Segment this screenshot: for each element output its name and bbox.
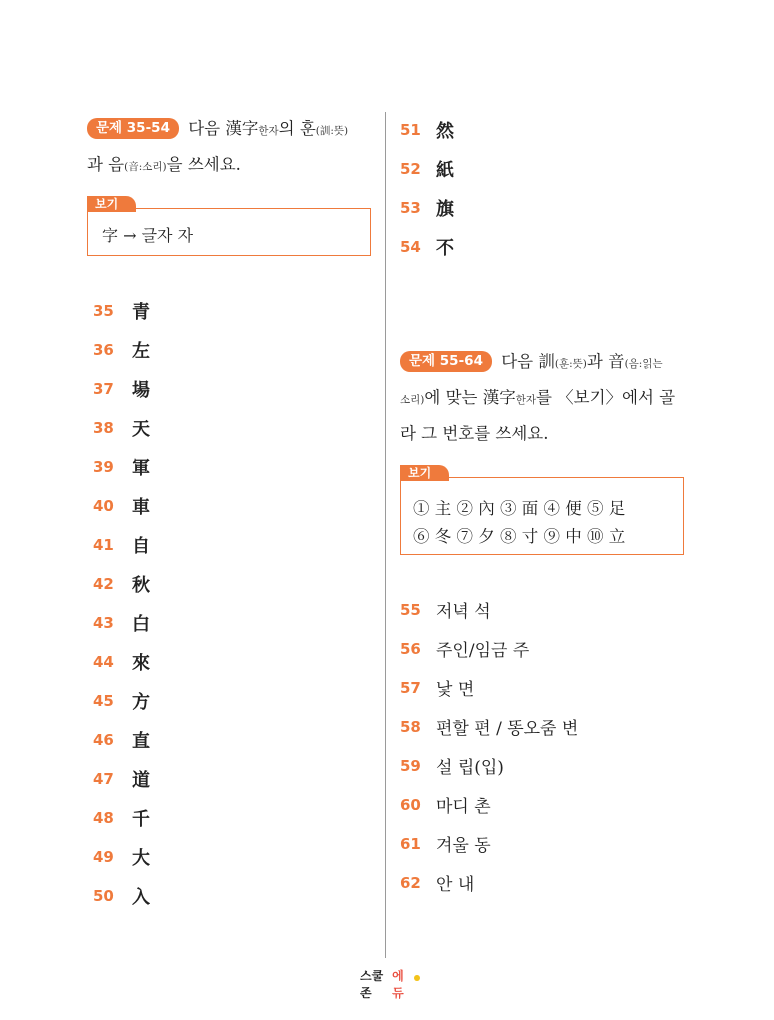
question-text: 마디 촌 bbox=[436, 797, 491, 817]
question-item bbox=[400, 227, 690, 266]
instruction-35-54: 문제 35-54 다음 漢字한자의 훈(訓:뜻) 과 음(音:소리)을 쓰세요. bbox=[87, 119, 349, 174]
question-item bbox=[400, 785, 690, 824]
question-number: 57 bbox=[400, 678, 421, 697]
question-text: 然 bbox=[436, 120, 454, 142]
question-text: 千 bbox=[132, 808, 150, 830]
question-item bbox=[400, 668, 690, 707]
question-text: 秋 bbox=[132, 574, 150, 596]
question-item bbox=[87, 681, 371, 720]
right-column bbox=[400, 110, 690, 902]
question-number: 39 bbox=[93, 457, 114, 476]
question-text: 青 bbox=[132, 301, 150, 323]
question-text: 車 bbox=[132, 496, 150, 518]
question-item bbox=[400, 707, 690, 746]
question-list-35-50 bbox=[87, 291, 371, 915]
question-number: 35 bbox=[93, 301, 114, 320]
column-divider bbox=[385, 112, 386, 958]
question-text: 自 bbox=[132, 535, 150, 557]
question-number: 43 bbox=[93, 613, 114, 632]
question-text: 天 bbox=[132, 418, 150, 440]
question-item bbox=[400, 824, 690, 863]
logo-dot-icon bbox=[414, 975, 420, 981]
question-list-55-62 bbox=[400, 590, 690, 902]
question-number: 46 bbox=[93, 730, 114, 749]
question-number: 50 bbox=[93, 886, 114, 905]
question-item bbox=[87, 447, 371, 486]
question-text: 直 bbox=[132, 730, 150, 752]
question-item bbox=[400, 149, 690, 188]
question-item bbox=[87, 525, 371, 564]
example-row-2: ⑥ 冬 ⑦ 夕 ⑧ 寸 ⑨ 中 ⑩ 立 bbox=[413, 527, 626, 546]
question-item bbox=[87, 603, 371, 642]
problem-badge: 문제 35-54 bbox=[87, 118, 179, 139]
question-text: 안 내 bbox=[436, 875, 475, 895]
question-text: 낯 면 bbox=[436, 680, 475, 700]
question-text: 편할 편 / 똥오줌 변 bbox=[436, 719, 579, 739]
question-text: 설 립(입) bbox=[436, 758, 504, 778]
question-number: 41 bbox=[93, 535, 114, 554]
question-text: 左 bbox=[132, 340, 150, 362]
question-text: 不 bbox=[436, 237, 454, 259]
question-item bbox=[400, 746, 690, 785]
example-box bbox=[400, 466, 684, 555]
question-text: 來 bbox=[132, 652, 150, 674]
question-text: 주인/임금 주 bbox=[436, 641, 530, 661]
question-number: 62 bbox=[400, 873, 421, 892]
question-text: 場 bbox=[132, 379, 150, 401]
question-text: 저녁 석 bbox=[436, 602, 491, 622]
question-item bbox=[400, 188, 690, 227]
question-text: 겨울 동 bbox=[436, 836, 491, 856]
example-text: 字 → 글자 자 bbox=[102, 226, 194, 245]
publisher-logo: 스쿨존 에듀 bbox=[360, 972, 420, 996]
example-tag: 보기 bbox=[87, 196, 136, 212]
example-box bbox=[87, 197, 371, 256]
question-text: 白 bbox=[132, 613, 150, 635]
question-number: 53 bbox=[400, 198, 421, 217]
question-item bbox=[87, 720, 371, 759]
question-number: 40 bbox=[93, 496, 114, 515]
question-number: 55 bbox=[400, 600, 421, 619]
question-item bbox=[87, 837, 371, 876]
example-row-1: ① 主 ② 內 ③ 面 ④ 便 ⑤ 足 bbox=[413, 499, 626, 518]
question-text: 軍 bbox=[132, 457, 150, 479]
question-list-51-54 bbox=[400, 110, 690, 266]
question-item bbox=[400, 863, 690, 902]
instruction-55-64: 문제 55-64 다음 訓(훈:뜻)과 音(음:읽는 소리)에 맞는 漢字한자를 〈보기〉에서 골 라 그 번호를 쓰세요. bbox=[400, 352, 676, 443]
question-number: 36 bbox=[93, 340, 114, 359]
question-number: 58 bbox=[400, 717, 421, 736]
question-item bbox=[87, 330, 371, 369]
left-column bbox=[87, 112, 371, 915]
question-number: 37 bbox=[93, 379, 114, 398]
question-item bbox=[87, 291, 371, 330]
question-number: 56 bbox=[400, 639, 421, 658]
question-number: 45 bbox=[93, 691, 114, 710]
example-tag: 보기 bbox=[400, 465, 449, 481]
question-item bbox=[400, 629, 690, 668]
question-number: 52 bbox=[400, 159, 421, 178]
question-item bbox=[87, 369, 371, 408]
question-text: 方 bbox=[132, 691, 150, 713]
question-item bbox=[400, 110, 690, 149]
question-number: 49 bbox=[93, 847, 114, 866]
question-number: 51 bbox=[400, 120, 421, 139]
question-text: 紙 bbox=[436, 159, 454, 181]
question-item bbox=[87, 876, 371, 915]
question-text: 旗 bbox=[436, 198, 454, 220]
question-item bbox=[87, 486, 371, 525]
question-item bbox=[87, 642, 371, 681]
question-text: 道 bbox=[132, 769, 150, 791]
question-number: 48 bbox=[93, 808, 114, 827]
question-item bbox=[87, 564, 371, 603]
question-item bbox=[87, 408, 371, 447]
question-number: 44 bbox=[93, 652, 114, 671]
question-number: 47 bbox=[93, 769, 114, 788]
question-number: 61 bbox=[400, 834, 421, 853]
question-number: 60 bbox=[400, 795, 421, 814]
question-text: 大 bbox=[132, 847, 150, 869]
question-item bbox=[400, 590, 690, 629]
question-number: 54 bbox=[400, 237, 421, 256]
question-number: 42 bbox=[93, 574, 114, 593]
question-item bbox=[87, 759, 371, 798]
problem-badge: 문제 55-64 bbox=[400, 351, 492, 372]
question-number: 38 bbox=[93, 418, 114, 437]
question-text: 入 bbox=[132, 886, 150, 908]
question-number: 59 bbox=[400, 756, 421, 775]
question-item bbox=[87, 798, 371, 837]
